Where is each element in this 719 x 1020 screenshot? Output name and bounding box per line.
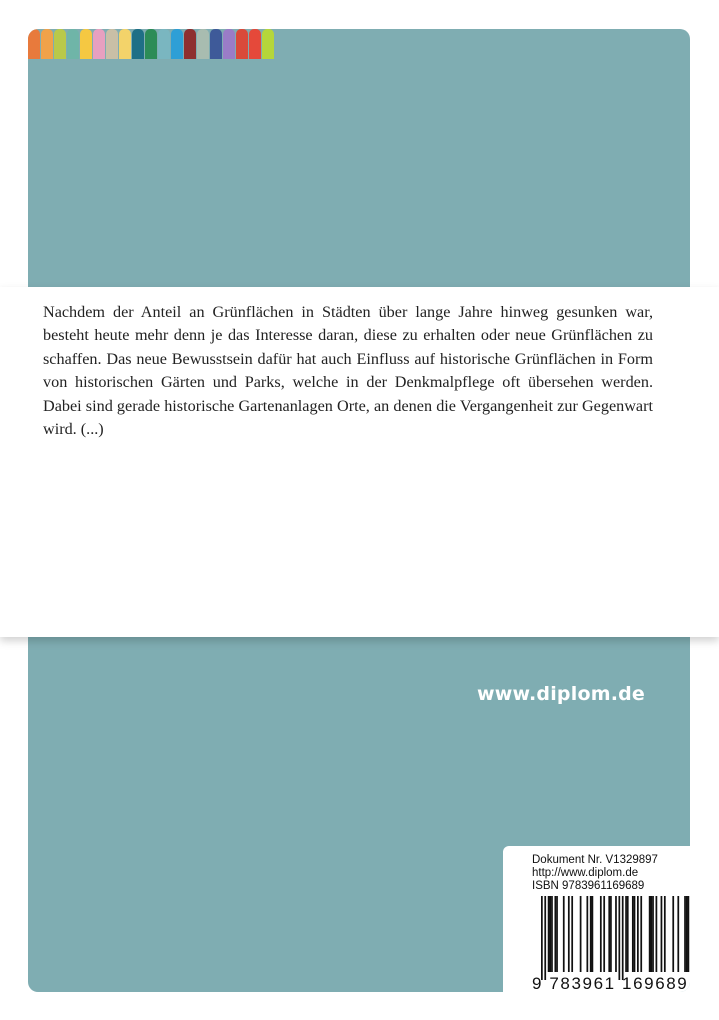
color-stripe: [236, 29, 248, 59]
barcode-bar: [600, 896, 602, 972]
barcode-bar: [686, 896, 688, 972]
barcode-bar: [661, 896, 663, 972]
barcode-bar: [551, 896, 553, 972]
barcode: [541, 896, 690, 980]
barcode-bar: [672, 896, 674, 972]
barcode-bar: [677, 896, 679, 972]
color-stripe: [223, 29, 235, 59]
color-stripe: [54, 29, 66, 59]
barcode-bar: [622, 896, 624, 980]
color-stripe: [67, 29, 79, 59]
barcode-bar: [664, 896, 666, 972]
color-stripes: [28, 29, 275, 59]
barcode-bar: [590, 896, 592, 972]
barcode-bar: [541, 896, 543, 980]
barcode-bar: [650, 896, 652, 972]
barcode-bar: [627, 896, 629, 972]
barcode-bar: [637, 896, 639, 972]
color-stripe: [119, 29, 131, 59]
barcode-bar: [603, 896, 605, 972]
description-text: Nachdem der Anteil an Grünflächen in Städten über lange Jahre hinweg gesunken war, besteht heute mehr denn je das Interesse daran, diese zu erhalten oder neue Grünflächen zu schaffen. Das neue Bewusstsein dafür hat auch Einfluss auf historische Grünflächen in Form von historischen Gärten und Parks, welche in der Denkmalpflege oft übersehen werden. Dabei sind gerade historische Gartenanlagen Orte, an denen die Vergangenheit zur Gegenwart wird. (...): [43, 303, 653, 439]
barcode-bar: [568, 896, 570, 972]
barcode-bar: [649, 896, 651, 972]
barcode-bar: [634, 896, 636, 972]
color-stripe: [93, 29, 105, 59]
barcode-bar: [554, 896, 556, 972]
color-stripe: [28, 29, 40, 59]
barcode-bar: [688, 896, 690, 972]
barcode-bar: [632, 896, 634, 972]
color-stripe: [249, 29, 261, 59]
barcode-bar: [625, 896, 627, 972]
barcode-digits: 9 783961 169689: [532, 974, 689, 992]
barcode-bar: [656, 896, 658, 972]
barcode-bar: [592, 896, 594, 972]
barcode-bar: [640, 896, 642, 972]
color-stripe: [41, 29, 53, 59]
color-stripe: [197, 29, 209, 59]
color-stripe: [145, 29, 157, 59]
color-stripe: [210, 29, 222, 59]
isbn-box: [503, 846, 690, 992]
info-url: http://www.diplom.de: [532, 867, 639, 879]
color-stripe: [158, 29, 170, 59]
publisher-url: www.diplom.de: [476, 683, 645, 705]
barcode-bar: [580, 896, 582, 972]
barcode-bar: [544, 896, 546, 980]
color-stripe: [132, 29, 144, 59]
color-stripe: [106, 29, 118, 59]
color-stripe: [262, 29, 274, 59]
barcode-bar: [618, 896, 620, 980]
barcode-bar: [684, 896, 686, 972]
document-number: Dokument Nr. V1329897: [532, 854, 658, 866]
barcode-bar: [549, 896, 551, 972]
barcode-bar: [563, 896, 565, 972]
color-stripe: [80, 29, 92, 59]
barcode-bar: [610, 896, 612, 972]
barcode-bar: [571, 896, 573, 972]
barcode-bar: [556, 896, 558, 972]
color-stripe: [171, 29, 183, 59]
barcode-bar: [615, 896, 617, 972]
description-panel: [0, 287, 719, 637]
isbn-text: ISBN 9783961169689: [532, 880, 645, 892]
barcode-bar: [548, 896, 550, 972]
barcode-bar: [608, 896, 610, 972]
barcode-bar: [652, 896, 654, 972]
color-stripe: [184, 29, 196, 59]
barcode-bar: [586, 896, 588, 972]
